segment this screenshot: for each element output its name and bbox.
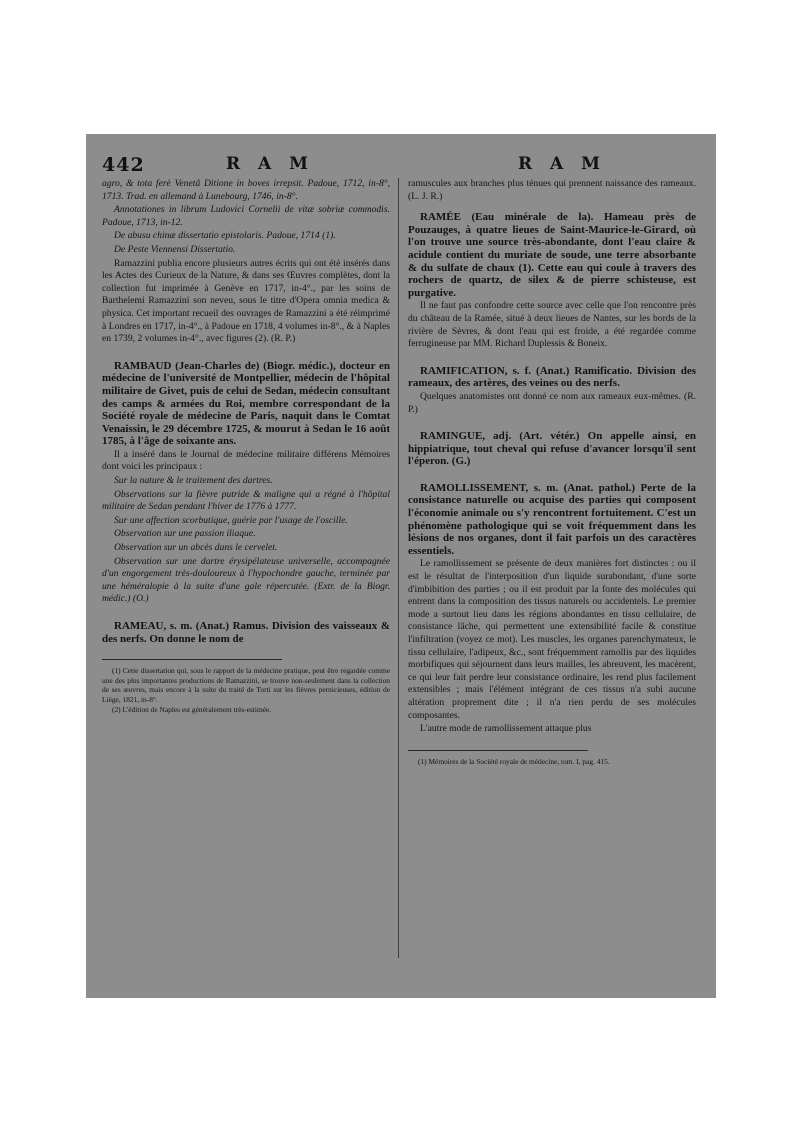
paragraph: Il a inséré dans le Journal de médecine militaire différens Mémoires dont voici les principaux : bbox=[102, 448, 390, 473]
memoir-title: Observation sur un abcès dans le cervelet. bbox=[114, 542, 278, 554]
paragraph: Ramazzini publia encore plusieurs autres écrits qui ont été insérés dans les Actes des Curieux de la Nature, & dans ses Œuvres complètes, dont la collection fut imprimée à Genève en 1717, in-4°., par les soins de Barthelemi Ramazzini son neveu, sous le titre d'Opera omnia medica & physica. Cet important recueil des ouvrages de Ramazzini a été réimprimé à Londres en 1717, in-4°., à Padoue en 1718, 4 volumes in-8°., & à Naples en 1739, 2 volumes in-4°., avec figures (2). (R. P.) bbox=[102, 257, 390, 345]
right-column bbox=[408, 178, 696, 766]
page-number: 442 bbox=[102, 154, 145, 176]
memoir-title: Observation sur une passion iliaque. bbox=[114, 528, 256, 540]
entry-rambaud: RAMBAUD (Jean-Charles de) (Biogr. médic.), docteur en médecine de l'université de Montpellier, médecin de l'hôpital militaire de Givet, puis de celui de Sedan, médecin consultant des camps & armées du Roi, membre correspondant de la Société royale de médecine de Paris, naquit dans le Comtat Venaissin, le 29 décembre 1725, & mourut à Sedan le 16 août 1785, à l'âge de soixante ans. bbox=[102, 359, 390, 448]
footnote-rule bbox=[102, 659, 282, 660]
paragraph: agro, & tota ferè Venetâ Ditione in boves irrepsit. Padoue, 1712, in-8°, 1713. Trad. en allemand à Lunebourg, 1746, in-8°. bbox=[102, 178, 390, 202]
memoir-title: Sur la nature & le traitement des dartres. bbox=[114, 475, 273, 487]
memoir-title: Observation sur une dartre érysipélateuse universelle, accompagnée d'un engorgement très-douloureux à l'hypochondre gauche, terminée par une héméralopie à la suite d'une gale répercutée. (Extr. de la Biogr. médic.) (O.) bbox=[102, 555, 390, 605]
left-running-head: R A M bbox=[226, 154, 314, 174]
entry-rameau: RAMEAU, s. m. (Anat.) Ramus. Division des vaisseaux & des nerfs. On donne le nom de bbox=[102, 620, 390, 645]
entry-ramee: RAMÉE (Eau minérale de la). Hameau près de Pouzauges, à quatre lieues de Saint-Maurice-le-Girard, où l'on trouve une source très-abondante, dont l'eau claire & acidule contient du muriate de soude, une terre absorbante & du sulfate de chaux (1). Cette eau qui coule à travers des rochers de quartz, de silex & de pierre schisteuse, est purgative. bbox=[408, 211, 696, 299]
paragraph: Il ne faut pas confondre cette source avec celle que l'on rencontre près du château de la Ramée, situé à deux lieues de Nantes, sur les bords de la rivière de Sèvres, & dont l'eau qui est froide, a été regardée comme ferrugineuse par MM. Richard Duplessis & Boneix. bbox=[408, 300, 696, 350]
paragraph: De Peste Viennensi Dissertatio. bbox=[114, 243, 236, 255]
entry-ramollissement: RAMOLLISSEMENT, s. m. (Anat. pathol.) Perte de la consistance naturelle ou acquise des parties qui composent l'économie animale ou s'y rencontrent fortuitement. C'est un phénomène pathologique qui se voit fréquemment dans les lésions de nos organes, dont il fait parfois un des caractères essentiels. bbox=[408, 481, 696, 557]
paragraph: L'autre mode de ramollissement attaque plus bbox=[420, 723, 592, 735]
paragraph: Quelques anatomistes ont donné ce nom aux rameaux eux-mêmes. (R. P.) bbox=[408, 390, 696, 415]
paragraph: Le ramollissement se présente de deux manières fort distinctes : ou il est le résultat de l'interposition d'un liquide surabondant, d'une sorte d'imbibition des parties ; ou il est produit par la fonte des molécules qui entrent dans la composition des tissus naturels ou accidentels. Le premier mode a surtout lieu dans les régions abondantes en tissu cellulaire, de consistance lâche, qui permettent une extensibilité facile & constitue l'infiltration (voyez ce mot). Les muscles, les organes parenchymateux, le tissu cellulaire, l'adipeux, &c., sont fréquemment ramollis par des liquides morbifiques qui séjournent dans leurs mailles, les abreuvent, les macèrent, ce qui leur fait perdre leur consistance ordinaire, les rend plus facilement extensibles ; mais l'élément intégrant de ces tissus n'a subi aucune altération proprement dite ; il n'a rien perdu de ses molécules composantes. bbox=[408, 558, 696, 721]
footnote-rule bbox=[408, 750, 588, 751]
footnote: (2) L'édition de Naples est généralement très-estimée. bbox=[112, 704, 272, 714]
entry-ramification: RAMIFICATION, s. f. (Anat.) Ramificatio. Division des rameaux, des artères, des veines ou des nerfs. bbox=[408, 364, 696, 390]
footnote: (1) Mémoires de la Société royale de médecine, tom. I, pag. 415. bbox=[418, 756, 610, 766]
paragraph: De abusu chinæ dissertatio epistolaris. Padoue, 1714 (1). bbox=[114, 230, 336, 242]
document-page bbox=[86, 134, 716, 998]
paragraph: Annotationes in librum Ludovici Cornelii de vitæ sobriæ commodis. Padoue, 1713, in-12. bbox=[102, 204, 390, 228]
right-running-head: R A M bbox=[518, 154, 606, 174]
entry-ramingue: RAMINGUE, adj. (Art. vétér.) On appelle ainsi, en hippiatrique, tout cheval qui refuse d'avancer lorsqu'il sent l'éperon. (G.) bbox=[408, 430, 696, 468]
memoir-title: Sur une affection scorbutique, guérie par l'usage de l'oscille. bbox=[114, 514, 348, 526]
memoir-title: Observations sur la fièvre putride & maligne qui a régné à l'hôpital militaire de Sedan pendant l'hiver de 1776 à 1777. bbox=[102, 488, 390, 513]
footnote: (1) Cette dissertation qui, sous le rapport de la médecine pratique, peut être regardée comme une des plus importantes productions de Ramazzini, se trouve non-seulement dans la collection de ses œuvres, mais encore à la suite du traité de Torti sur les fièvres pernicieuses, édition de Liège, 1821, in-8°. bbox=[102, 666, 390, 704]
left-column bbox=[102, 178, 390, 714]
paragraph: ramuscules aux branches plus ténues qui prennent naissance des rameaux. (L. J. R.) bbox=[408, 178, 696, 202]
column-divider bbox=[398, 178, 399, 958]
